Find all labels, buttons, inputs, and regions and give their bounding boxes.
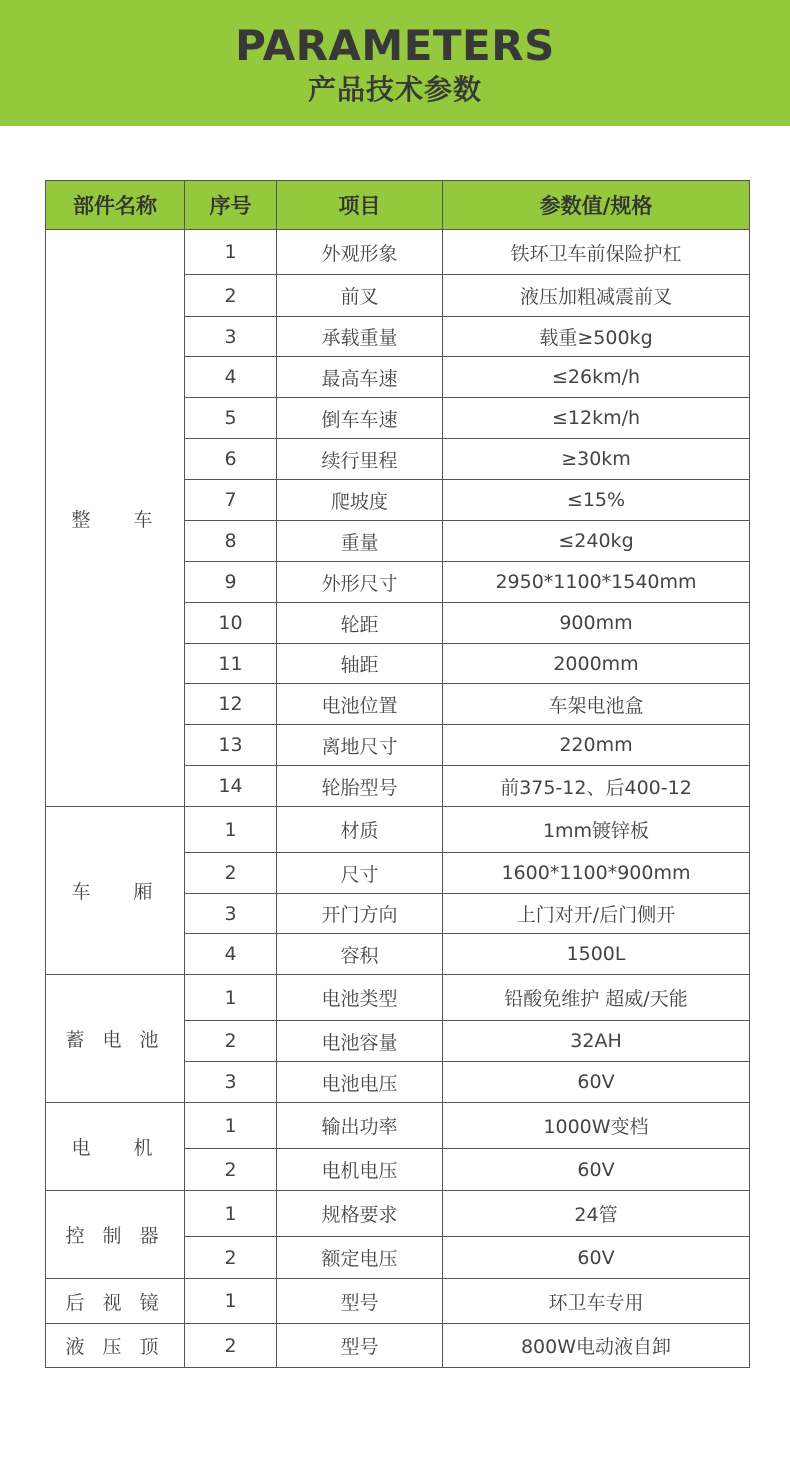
item-cell: 开门方向 [277,894,443,934]
value-cell: 32AH [443,1021,750,1062]
value-cell: 车架电池盒 [443,684,750,725]
item-cell: 轮胎型号 [277,766,443,807]
page-title: PARAMETERS [235,21,555,70]
number-cell: 7 [185,480,277,521]
number-cell: 1 [185,975,277,1021]
table-row [46,1191,750,1237]
part-name-cell: 后 视 镜 [46,1279,185,1324]
table-row [46,975,750,1021]
value-cell: 铅酸免维护 超威/天能 [443,975,750,1021]
item-cell: 轴距 [277,644,443,684]
item-cell: 电池电压 [277,1062,443,1103]
value-cell: 60V [443,1062,750,1103]
item-cell: 外形尺寸 [277,562,443,603]
value-cell: ≤240kg [443,521,750,562]
item-cell: 电池位置 [277,684,443,725]
item-cell: 规格要求 [277,1191,443,1237]
number-cell: 11 [185,644,277,684]
number-cell: 14 [185,766,277,807]
number-cell: 13 [185,725,277,766]
item-cell: 型号 [277,1324,443,1368]
part-name-cell: 整 车 [46,230,185,807]
item-cell: 最高车速 [277,357,443,398]
item-cell: 输出功率 [277,1103,443,1149]
number-cell: 4 [185,357,277,398]
value-cell: 60V [443,1149,750,1191]
number-cell: 1 [185,230,277,275]
item-cell: 材质 [277,807,443,853]
parameters-table [45,180,750,1368]
value-cell: 铁环卫车前保险护杠 [443,230,750,275]
number-cell: 4 [185,934,277,975]
column-header-number: 序号 [185,181,277,230]
item-cell: 前叉 [277,275,443,317]
item-cell: 外观形象 [277,230,443,275]
column-header-item: 项目 [277,181,443,230]
item-cell: 轮距 [277,603,443,644]
value-cell: 前375-12、后400-12 [443,766,750,807]
table-row [46,1103,750,1149]
number-cell: 3 [185,894,277,934]
column-header-part: 部件名称 [46,181,185,230]
value-cell: 1500L [443,934,750,975]
value-cell: 24管 [443,1191,750,1237]
value-cell: 60V [443,1237,750,1279]
value-cell: 800W电动液自卸 [443,1324,750,1368]
number-cell: 2 [185,275,277,317]
number-cell: 2 [185,1237,277,1279]
item-cell: 倒车车速 [277,398,443,439]
number-cell: 10 [185,603,277,644]
part-name-cell: 电 机 [46,1103,185,1191]
number-cell: 6 [185,439,277,480]
value-cell: 1mm镀锌板 [443,807,750,853]
number-cell: 2 [185,853,277,894]
number-cell: 1 [185,807,277,853]
value-cell: 220mm [443,725,750,766]
number-cell: 3 [185,1062,277,1103]
value-cell: 2000mm [443,644,750,684]
part-name-cell: 液 压 顶 [46,1324,185,1368]
table-row [46,230,750,275]
item-cell: 电池容量 [277,1021,443,1062]
table-row [46,1279,750,1324]
item-cell: 爬坡度 [277,480,443,521]
table-body [46,230,750,1368]
number-cell: 8 [185,521,277,562]
value-cell: 载重≥500kg [443,317,750,357]
item-cell: 额定电压 [277,1237,443,1279]
number-cell: 12 [185,684,277,725]
number-cell: 9 [185,562,277,603]
number-cell: 1 [185,1279,277,1324]
number-cell: 5 [185,398,277,439]
item-cell: 电机电压 [277,1149,443,1191]
number-cell: 2 [185,1324,277,1368]
part-name-cell: 控 制 器 [46,1191,185,1279]
item-cell: 型号 [277,1279,443,1324]
table-row [46,807,750,853]
value-cell: ≤12km/h [443,398,750,439]
item-cell: 承载重量 [277,317,443,357]
number-cell: 2 [185,1021,277,1062]
value-cell: ≥30km [443,439,750,480]
table-header-row [46,181,750,230]
part-name-cell: 车 厢 [46,807,185,975]
page-subtitle: 产品技术参数 [307,73,482,106]
value-cell: 2950*1100*1540mm [443,562,750,603]
value-cell: ≤26km/h [443,357,750,398]
value-cell: 液压加粗减震前叉 [443,275,750,317]
item-cell: 离地尺寸 [277,725,443,766]
value-cell: 1600*1100*900mm [443,853,750,894]
value-cell: ≤15% [443,480,750,521]
column-header-value: 参数值/规格 [443,181,750,230]
value-cell: 环卫车专用 [443,1279,750,1324]
number-cell: 3 [185,317,277,357]
item-cell: 尺寸 [277,853,443,894]
item-cell: 电池类型 [277,975,443,1021]
table-row [46,1324,750,1368]
number-cell: 1 [185,1103,277,1149]
value-cell: 1000W变档 [443,1103,750,1149]
value-cell: 上门对开/后门侧开 [443,894,750,934]
header-banner [0,0,790,126]
item-cell: 容积 [277,934,443,975]
part-name-cell: 蓄 电 池 [46,975,185,1103]
item-cell: 续行里程 [277,439,443,480]
item-cell: 重量 [277,521,443,562]
number-cell: 1 [185,1191,277,1237]
number-cell: 2 [185,1149,277,1191]
value-cell: 900mm [443,603,750,644]
